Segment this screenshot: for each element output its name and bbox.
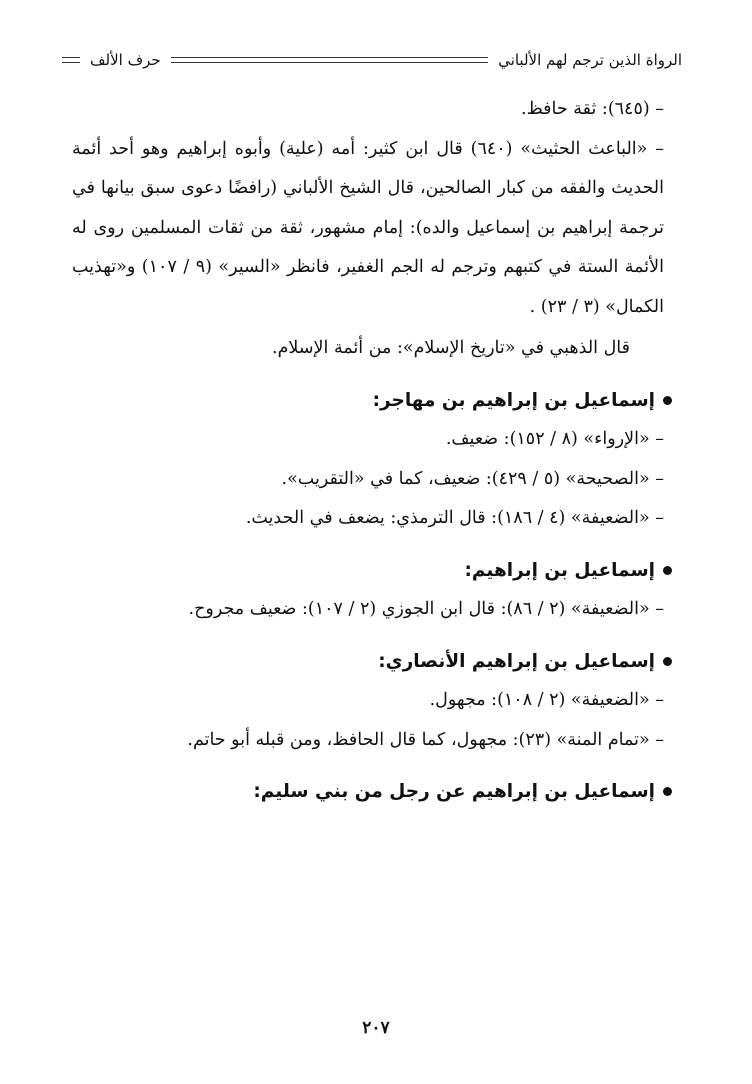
entry-heading-4 [72,772,672,812]
entry-heading-text: إسماعيل بن إبراهيم عن رجل من بني سليم: [253,781,655,802]
header-title: الرواة الذين ترجم لهم الألباني [498,51,682,69]
entry-1-line-2: – «الصحيحة» (٥ / ٤٢٩): ضعيف، كما في «التقريب». [281,468,664,489]
entry-heading-1 [72,381,672,421]
header-rule [171,57,489,63]
bullet-icon [663,787,672,796]
bullet-icon [663,566,672,575]
paragraph-3: قال الذهبي في «تاريخ الإسلام»: من أئمة الإسلام. [272,338,630,358]
page-number: ٢٠٧ [362,1018,390,1038]
entry-3-line-2: – «تمام المنة» (٢٣): مجهول، كما قال الحافظ، ومن قبله أبو حاتم. [187,729,664,750]
entry-heading-2 [72,551,672,591]
entry-heading-3 [72,642,672,682]
paragraph-2: – «الباعث الحثيث» (٦٤٠) قال ابن كثير: أمه (علية) وأبوه إبراهيم وهو أحد أئمة الحديث والفقه من كبار الصالحين، قال الشيخ الألباني (رافضًا دعوى سبق بيانها في ترجمة إبراهيم بن إسماعيل والده): إمام مشهور، ثقة من ثقات المسلمين روى له الأئمة الستة في كتبهم وترجم له الجم الغفير، فانظر «السير» (٩ / ١٠٧) و«تهذيب الكمال» (٣ / ٢٣) . [72,138,664,317]
bullet-icon [663,396,672,405]
entry-2-line-1: – «الضعيفة» (٢ / ٨٦): قال ابن الجوزي (٢ / ١٠٧): ضعيف مجروح. [188,599,664,619]
bullet-icon [663,657,672,666]
entry-3-line-1: – «الضعيفة» (٢ / ١٠٨): مجهول. [429,690,664,710]
entry-heading-text: إسماعيل بن إبراهيم بن مهاجر: [372,389,655,411]
paragraph-1: – (٦٤٥): ثقة حافظ. [521,99,664,119]
header-section: حرف الألف [90,51,161,69]
entry-heading-text: إسماعيل بن إبراهيم الأنصاري: [378,650,655,672]
entry-1-line-1: – «الإرواء» (٨ / ١٥٢): ضعيف. [445,429,664,449]
entry-1-line-3: – «الضعيفة» (٤ / ١٨٦): قال الترمذي: يضعف في الحديث. [245,508,664,528]
entry-heading-text: إسماعيل بن إبراهيم: [464,559,655,581]
running-header [62,46,682,74]
header-tail-rule [62,57,80,63]
page-body [72,90,664,812]
